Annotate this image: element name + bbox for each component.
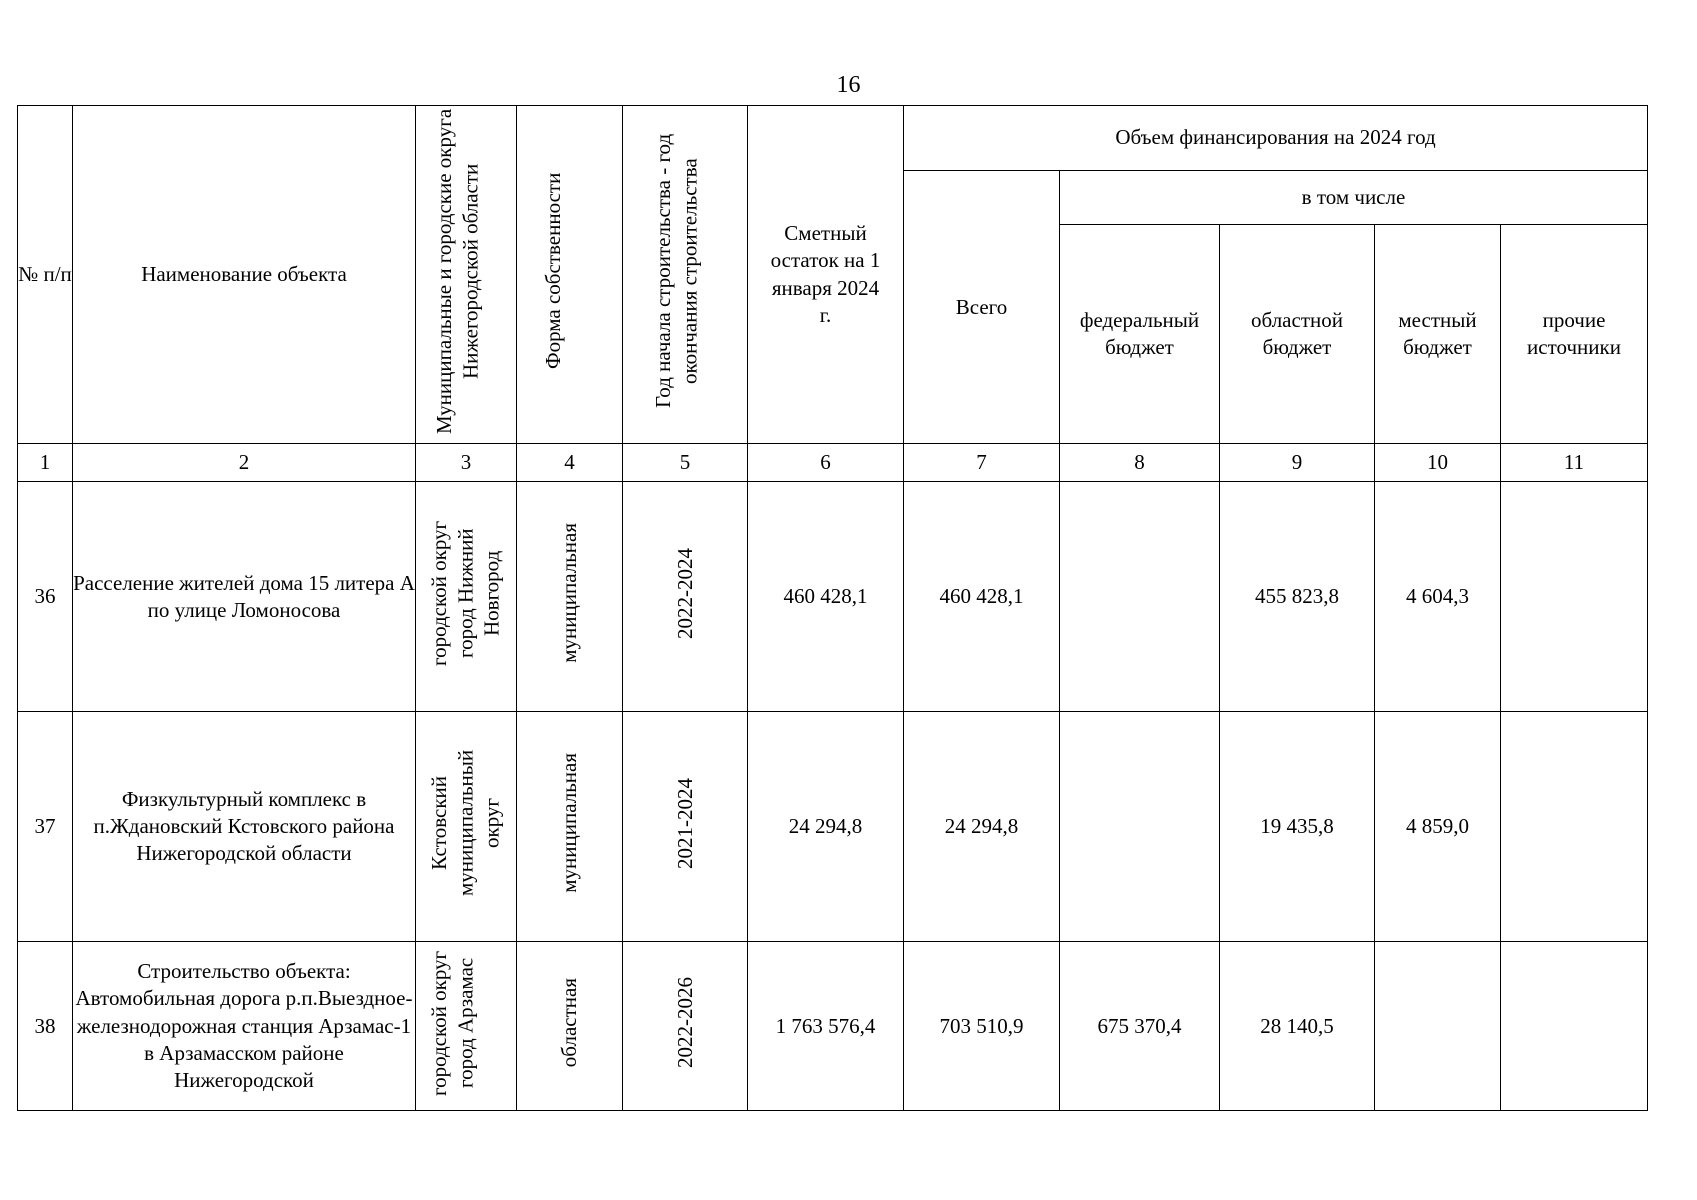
- header-row: [18, 106, 1648, 171]
- other-sources: [1501, 942, 1648, 1111]
- column-number-row: [18, 444, 1648, 482]
- ownership: муниципальная: [517, 712, 623, 942]
- estimate-balance: 460 428,1: [748, 482, 904, 712]
- total-amount: 703 510,9: [904, 942, 1060, 1111]
- column-number: 5: [623, 444, 748, 482]
- federal-budget: 675 370,4: [1060, 942, 1220, 1111]
- header-federal: федеральный бюджет: [1060, 225, 1220, 444]
- financing-table: [17, 105, 1648, 1111]
- total-amount: 24 294,8: [904, 712, 1060, 942]
- header-funding-group: Объем финансирования на 2024 год: [904, 106, 1648, 171]
- row-number: 38: [18, 942, 73, 1111]
- regional-budget: 28 140,5: [1220, 942, 1375, 1111]
- header-estimate: Сметный остаток на 1 января 2024 г.: [748, 106, 904, 444]
- header-other: прочие источники: [1501, 225, 1648, 444]
- municipality: Кстовский муниципальный округ: [416, 712, 517, 942]
- row-number: 36: [18, 482, 73, 712]
- header-years: Год начала строительства - год окончания строительства: [623, 106, 748, 444]
- column-number: 1: [18, 444, 73, 482]
- ownership: муниципальная: [517, 482, 623, 712]
- header-num: № п/п: [18, 106, 73, 444]
- municipality: городской округ город Арзамас: [416, 942, 517, 1111]
- column-number: 10: [1375, 444, 1501, 482]
- header-including: в том числе: [1060, 171, 1648, 225]
- other-sources: [1501, 482, 1648, 712]
- construction-years: 2022-2026: [623, 942, 748, 1111]
- column-number: 8: [1060, 444, 1220, 482]
- object-name: Физкультурный комплекс в п.Ждановский Кстовского района Нижегородской области: [73, 712, 416, 942]
- column-number: 6: [748, 444, 904, 482]
- other-sources: [1501, 712, 1648, 942]
- regional-budget: 455 823,8: [1220, 482, 1375, 712]
- column-number: 9: [1220, 444, 1375, 482]
- estimate-balance: 1 763 576,4: [748, 942, 904, 1111]
- table-row: [18, 712, 1648, 942]
- table-row: [18, 942, 1648, 1111]
- total-amount: 460 428,1: [904, 482, 1060, 712]
- local-budget: 4 604,3: [1375, 482, 1501, 712]
- header-ownership: Форма собственности: [517, 106, 623, 444]
- column-number: 2: [73, 444, 416, 482]
- estimate-balance: 24 294,8: [748, 712, 904, 942]
- local-budget: [1375, 942, 1501, 1111]
- row-number: 37: [18, 712, 73, 942]
- construction-years: 2021-2024: [623, 712, 748, 942]
- header-local: местный бюджет: [1375, 225, 1501, 444]
- municipality: городской округ город Нижний Новгород: [416, 482, 517, 712]
- regional-budget: 19 435,8: [1220, 712, 1375, 942]
- column-number: 3: [416, 444, 517, 482]
- header-total: Всего: [904, 171, 1060, 444]
- column-number: 7: [904, 444, 1060, 482]
- column-number: 11: [1501, 444, 1648, 482]
- header-municipality: Муниципальные и городские округа Нижегородской области: [416, 106, 517, 444]
- table-row: [18, 482, 1648, 712]
- object-name: Расселение жителей дома 15 литера А по улице Ломоносова: [73, 482, 416, 712]
- header-name: Наименование объекта: [73, 106, 416, 444]
- page-number: 16: [836, 72, 861, 98]
- column-number: 4: [517, 444, 623, 482]
- federal-budget: [1060, 482, 1220, 712]
- ownership: областная: [517, 942, 623, 1111]
- header-regional: областной бюджет: [1220, 225, 1375, 444]
- construction-years: 2022-2024: [623, 482, 748, 712]
- local-budget: 4 859,0: [1375, 712, 1501, 942]
- object-name: Строительство объекта: Автомобильная дорога р.п.Выездное-железнодорожная станция Арзамас-1 в Арзамасском районе Нижегородской: [73, 942, 416, 1111]
- federal-budget: [1060, 712, 1220, 942]
